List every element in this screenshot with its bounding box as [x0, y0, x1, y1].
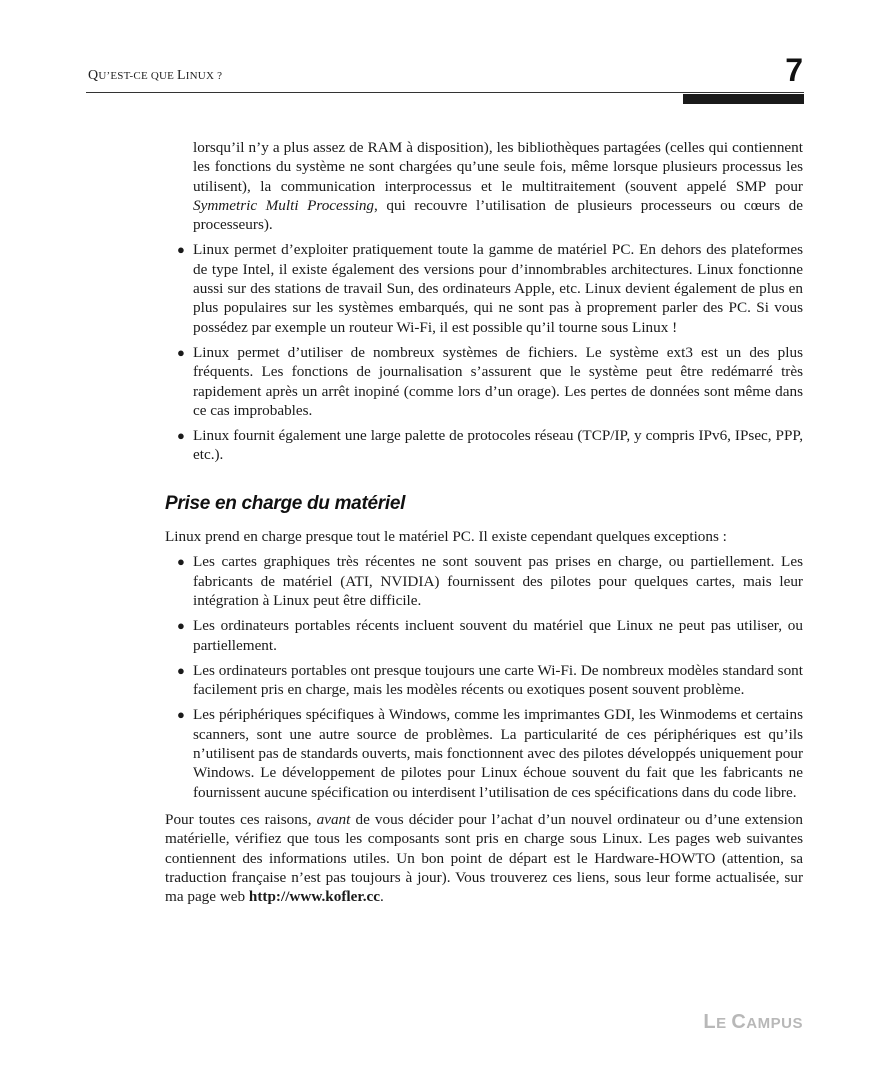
closing-text: Pour toutes ces raisons,: [165, 810, 317, 828]
list-item: [165, 705, 803, 801]
list-item: [165, 240, 803, 336]
hardware-list: [165, 552, 803, 802]
publisher-logo: LE CAMPUS: [703, 1011, 803, 1033]
feature-list: [165, 240, 803, 464]
section-heading: Prise en charge du matériel: [165, 492, 406, 514]
list-item-text: Les ordinateurs portables récents incluent souvent du matériel que Linux ne peut pas utiliser, ou partiellement.: [193, 617, 803, 654]
closing-emphasis: avant: [316, 810, 351, 828]
running-header-title: QU’EST-CE QUE LINUX ?: [88, 68, 223, 83]
continuation-emphasis: Symmetric Multi Processing: [193, 196, 375, 214]
list-item-text: Les cartes graphiques très récentes ne sont souvent pas prises en charge, ou partiellement. Les fabricants de matériel (ATI, NVIDIA) fournissent des pilotes pour quelques cartes, mais leur intégration à Linux peut être difficile.: [193, 553, 803, 609]
list-item-text: Les périphériques spécifiques à Windows, comme les imprimantes GDI, les Winmodems et certains scanners, sont une autre source de problèmes. La particularité de ces périphériques est qu’ils n’utilisent pas de standards ouverts, mais fonctionnent avec des pilotes développés uniquement pour Windows. Le développement de pilotes pour Linux échoue souvent du fait que les fabricants ne fournissent aucune spécification ou interdisent l’utilisation de ces spécifications dans du code libre.: [193, 706, 803, 801]
list-item: [165, 616, 803, 655]
page-body: [165, 138, 803, 906]
section-intro: Linux prend en charge presque tout le matériel PC. Il existe cependant quelques exceptions :: [165, 528, 727, 546]
bullet-icon: ●: [177, 662, 185, 678]
list-item-text: Linux fournit également une large palette de protocoles réseau (TCP/IP, y compris IPv6, IPsec, PPP, etc.).: [193, 427, 803, 464]
list-continuation: [165, 138, 803, 234]
page-number: 7: [785, 52, 803, 88]
header-rule: [86, 92, 804, 93]
bullet-icon: ●: [177, 428, 185, 444]
list-item-text: Linux permet d’exploiter pratiquement toute la gamme de matériel PC. En dehors des plateformes de type Intel, il existe également des versions pour d’innombrables architectures. Linux fonctionne aussi sur des stations de travail Sun, des ordinateurs Apple, etc. Linux devient également de plus en plus populaires sur les systèmes embarqués, qui ne sont pas à proprement parler des PC. Si vous possédez par exemple un routeur Wi-Fi, il est possible qu’il tourne sous Linux !: [193, 241, 803, 336]
header-rule-accent: [683, 94, 804, 104]
list-item: [165, 552, 803, 610]
list-item: [165, 661, 803, 700]
author-website-link[interactable]: http://www.kofler.cc: [248, 888, 380, 906]
continuation-text-end: , qui recouvre l’utilisation de plusieurs processeurs ou cœurs de processeurs).: [193, 196, 804, 234]
bullet-icon: ●: [177, 618, 185, 634]
list-item: [165, 426, 803, 465]
closing-text-end: .: [379, 888, 384, 906]
continuation-text: lorsqu’il n’y a plus assez de RAM à disposition), les bibliothèques partagées (celles qui contiennent les fonctions du système ne sont chargées qu’une seule fois, même lorsque plusieurs processus les utilisent), la communication interprocessus et le multitraitement (souvent appelé SMP pour: [193, 139, 803, 195]
bullet-icon: ●: [177, 242, 185, 258]
list-item-text: Linux permet d’utiliser de nombreux systèmes de fichiers. Le système ext3 est un des plus fréquents. Les fonctions de journalisation s’assurent que le système peut être redémarré très rapidement après un arrêt inopiné (comme lors d’un orage). Les pertes de données sont même dans ce cas improbables.: [193, 343, 803, 419]
bullet-icon: ●: [177, 344, 185, 360]
list-item-text: Les ordinateurs portables ont presque toujours une carte Wi-Fi. De nombreux modèles standard sont facilement pris en charge, mais les modèles récents ou exotiques posent souvent problème.: [193, 661, 803, 699]
closing-paragraph: [165, 810, 803, 906]
closing-text-middle: de vous décider pour l’achat d’un nouvel ordinateur ou d’une extension matérielle, vérifiez que tous les composants sont pris en charge sous Linux. Les pages web suivantes contiennent des informations utiles. Un bon point de départ est le Hardware-HOWTO (attention, sa traduction française n’est pas toujours à jour). Vous trouverez ces liens, sous leur forme actualisée, sur ma page web: [165, 810, 803, 906]
bullet-icon: ●: [177, 707, 185, 723]
bullet-icon: ●: [177, 554, 185, 570]
list-item: [165, 343, 803, 420]
